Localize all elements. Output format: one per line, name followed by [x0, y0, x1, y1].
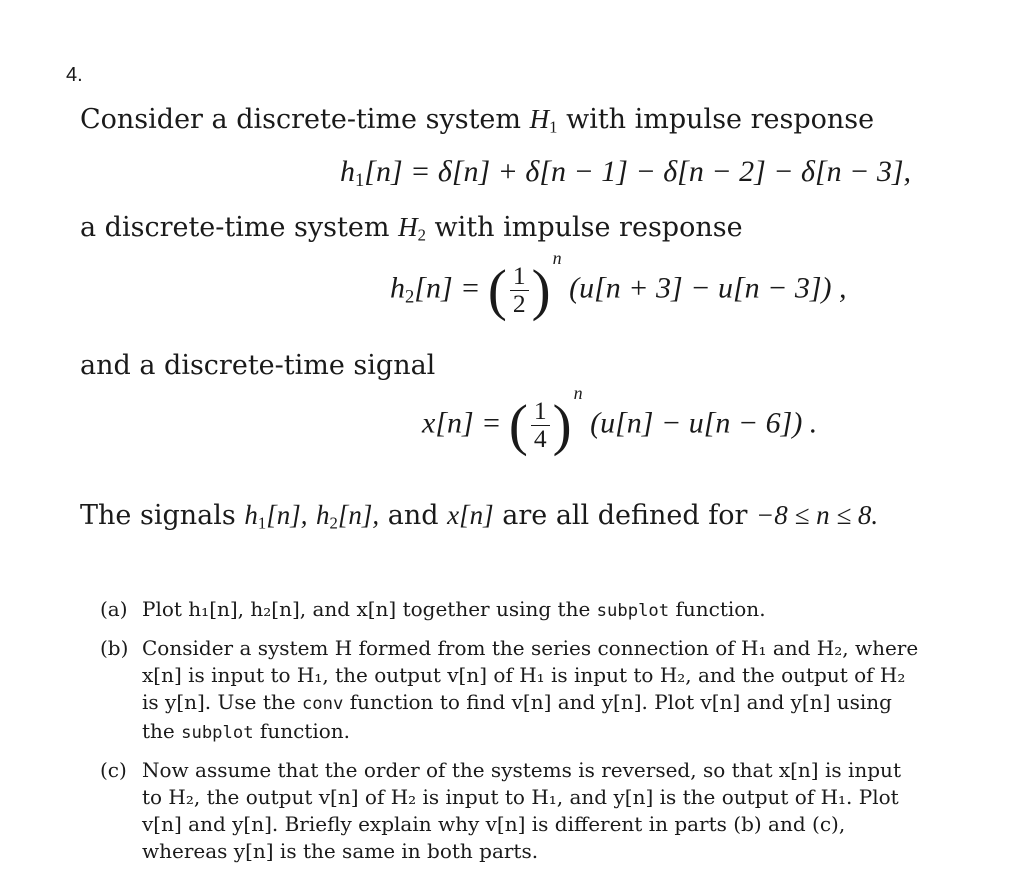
eq2-lhs: h [390, 271, 405, 305]
part-c [100, 757, 920, 865]
sys2-letter: H [398, 212, 418, 242]
part-c-text: Now assume that the order of the systems is reversed, so that x[n] is input to H₂, the output v[n] of H₂ is input to H₁, and y[n] is the output of H₁. Plot v[n] and y[n]. Briefly explain why v[n] is different in parts (b) and (c), whereas y[n] is the same in both parts. [142, 758, 901, 863]
eq2-frac-denominator: 2 [512, 289, 526, 318]
statement-h2 [316, 500, 380, 533]
statement-h1 [244, 500, 308, 533]
eq3-lhs: x[n] = [422, 406, 502, 440]
eq2-lhs-subscript: 2 [405, 286, 415, 308]
eq2-exponent: n [552, 248, 562, 268]
statement-paragraph [80, 500, 878, 534]
intro-text-1-end: with impulse response [566, 104, 875, 135]
intro-text-1: Consider a discrete-time system [80, 104, 522, 135]
statement-range: −8 ≤ n ≤ 8. [756, 500, 879, 530]
statement-h2-subscript: 2 [329, 513, 338, 533]
sys1-letter: H [529, 104, 550, 134]
eq3-fraction [531, 398, 550, 453]
eq1-lhs: h [340, 155, 355, 188]
system-h1-symbol [529, 104, 558, 137]
part-b [100, 635, 920, 747]
eq3-right-paren: ) [552, 394, 572, 457]
part-a-post: function. [675, 597, 766, 621]
eq3-left-paren: ( [508, 394, 528, 457]
eq2-frac-numerator: 1 [510, 263, 529, 291]
part-a-text [142, 596, 920, 625]
sub-questions [100, 596, 920, 875]
intro-paragraph-3: and a discrete-time signal [80, 350, 436, 381]
part-b-code2: subplot [181, 723, 254, 743]
statement-pre: The signals [80, 500, 236, 531]
part-b-text [142, 635, 920, 747]
eq1-rhs: δ[n] + δ[n − 1] − δ[n − 2] − δ[n − 3], [437, 155, 912, 188]
eq2-right-paren: ) [531, 259, 551, 322]
statement-x: x[n] [447, 500, 494, 530]
part-a [100, 596, 920, 625]
part-b-label: (b) [100, 636, 129, 660]
sys1-subscript: 1 [549, 117, 558, 137]
problem-number: 4. [66, 64, 83, 86]
eq3-frac-denominator: 4 [533, 424, 547, 453]
eq2-left-paren: ( [487, 259, 507, 322]
statement-post: are all defined for [502, 500, 748, 531]
statement-mid: and [387, 500, 439, 531]
system-h2-symbol [398, 212, 426, 245]
equation-h1 [340, 155, 911, 192]
part-b-post: function. [259, 719, 350, 743]
eq1-lhs-subscript: 1 [355, 170, 365, 192]
eq2-fraction [510, 263, 529, 318]
statement-h1-letter: h [244, 500, 258, 530]
part-a-code: subplot [596, 601, 670, 621]
intro-paragraph-1 [80, 104, 874, 138]
statement-h2-letter: h [316, 500, 330, 530]
eq3-rhs: (u[n] − u[n − 6]) . [590, 406, 818, 440]
part-a-pre: Plot h₁[n], h₂[n], and x[n] together using the [142, 597, 591, 621]
statement-h1-subscript: 1 [257, 513, 267, 533]
eq1-lhs-arg: [n] = [364, 155, 431, 188]
intro-paragraph-2 [80, 212, 743, 246]
statement-h1-arg: [n], [266, 500, 308, 530]
eq3-frac-numerator: 1 [531, 398, 550, 426]
eq2-lhs-arg: [n] = [414, 271, 481, 305]
intro-text-2: a discrete-time system [80, 212, 390, 243]
equation-h2 [390, 248, 847, 322]
equation-x [422, 383, 818, 457]
part-b-mid: function to find v[n] and y[n]. Plot v[n] and y[n] using the [142, 690, 892, 743]
part-b-pre: Consider a system H formed from the series connection of H₁ and H₂, where x[n] is input to H₁, the output v[n] of H₁ is input to H₂, and the output of H₂ is y[n]. Use the [142, 636, 919, 714]
intro-text-2-end: with impulse response [434, 212, 743, 243]
statement-h2-arg: [n], [337, 500, 380, 530]
sys2-subscript: 2 [417, 225, 426, 245]
eq2-rhs: (u[n + 3] − u[n − 3]) , [569, 271, 847, 305]
part-c-label: (c) [100, 758, 127, 782]
part-b-code: conv [301, 694, 344, 714]
eq3-exponent: n [573, 383, 583, 403]
part-a-label: (a) [100, 597, 128, 621]
